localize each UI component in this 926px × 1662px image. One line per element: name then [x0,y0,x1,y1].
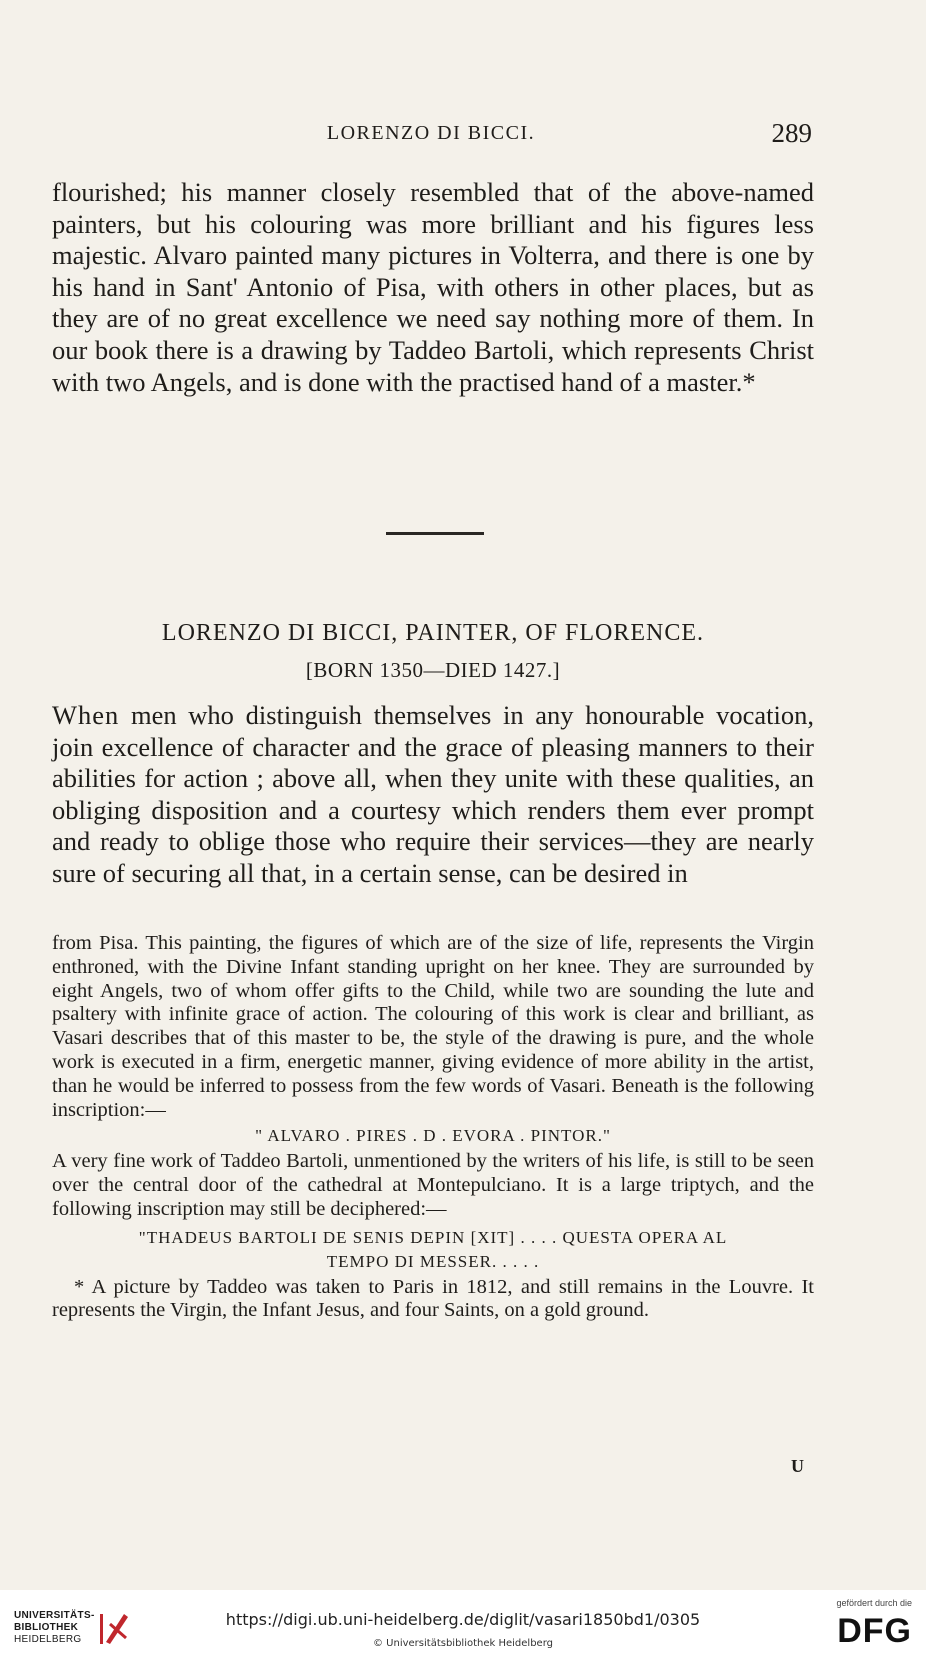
body-paragraph-2 [52,700,814,890]
footnote-continuation: from Pisa. This painting, the figures of which are of the size of life, represents the Virgin enthroned, with the Divine Infant standing upright on her knee. They are surrounded by eight Angels, two of whom offer gifts to the Child, while two are sounding the lute and psaltery with infinite grace of action. The colouring of this work is clear and brilliant, as Vasari describes that of this master to be, the style of the drawing is pure, and the whole work is executed in a firm, energetic manner, giving evidence of more ability in the artist, than he would be inferred to possess from the few words of Vasari. Beneath is the following inscription:— [52,932,814,1121]
running-head [50,118,812,150]
page-number: 289 [771,118,812,148]
section-divider [386,532,484,535]
library-line-3: HEIDELBERG [14,1634,82,1645]
life-dates: [BORN 1350—DIED 1427.] [305,658,561,682]
viewer-footer [0,1590,926,1662]
body-paragraph-1: flourished; his manner closely resembled that of the above-named painters, but his colouring was more brilliant and his figures less majestic. Alvaro painted many pictures in Volterra, and there is one by his hand in Sant' Antonio of Pisa, with others in other places, but as they are of no great excellence we need say nothing more of them. In our book there is a drawing by Taddeo Bartoli, which represents Christ with two Angels, and is done with the practised hand of a master.* [52,177,814,397]
footnote-taddeo-bartoli: A very fine work of Taddeo Bartoli, unmentioned by the writers of his life, is still to be seen over the central door of the cathedral at Montepulciano. It is a large triptych, and the following inscription may still be deciphered:— [52,1150,814,1220]
inscription-thadeus-line-1: "THADEUS BARTOLI DE SENIS DEPIN [XIT] . . . . QUESTA OPERA AL [138,1227,728,1247]
footnotes [52,932,814,1323]
inscription-alvaro: " ALVARO . PIRES . D . EVORA . PINTOR." [255,1126,611,1146]
library-line-1: UNIVERSITÄTS- [14,1610,95,1621]
paragraph-2-text: men who distinguish themselves in any honourable vocation, join excellence of character and the grace of pleasing manners to their abilities for action ; above all, when they unite with these qualities, an obliging disposition and a courtesy which renders them ever prompt and ready to oblige those who require their services—they are nearly sure of securing all that, in a certain sense, can be desired in [52,700,814,888]
library-line-2: BIBLIOTHEK [14,1622,79,1633]
opening-word: When [52,700,120,730]
inscription-thadeus-line-2: TEMPO DI MESSER. . . . . [326,1251,540,1271]
footnote-louvre: * A picture by Taddeo was taken to Paris in 1812, and still remains in the Louvre. It represents the Virgin, the Infant Jesus, and four Saints, on a gold ground. [52,1275,814,1322]
signature-mark: U [791,1456,804,1476]
dfg-logo: DFG [837,1612,912,1650]
section-heading: LORENZO DI BICCI, PAINTER, OF FLORENCE. [161,620,705,646]
funding-note: gefördert durch die [836,1598,912,1608]
inscription-thadeus [52,1226,814,1274]
copyright-notice: © Universitätsbibliothek Heidelberg [372,1638,553,1649]
permalink-url[interactable]: https://digi.ub.uni-heidelberg.de/diglit/vasari1850bd1/0305 [225,1610,701,1629]
funder-logo[interactable] [816,1598,912,1654]
running-title: LORENZO DI BICCI. [326,122,536,144]
